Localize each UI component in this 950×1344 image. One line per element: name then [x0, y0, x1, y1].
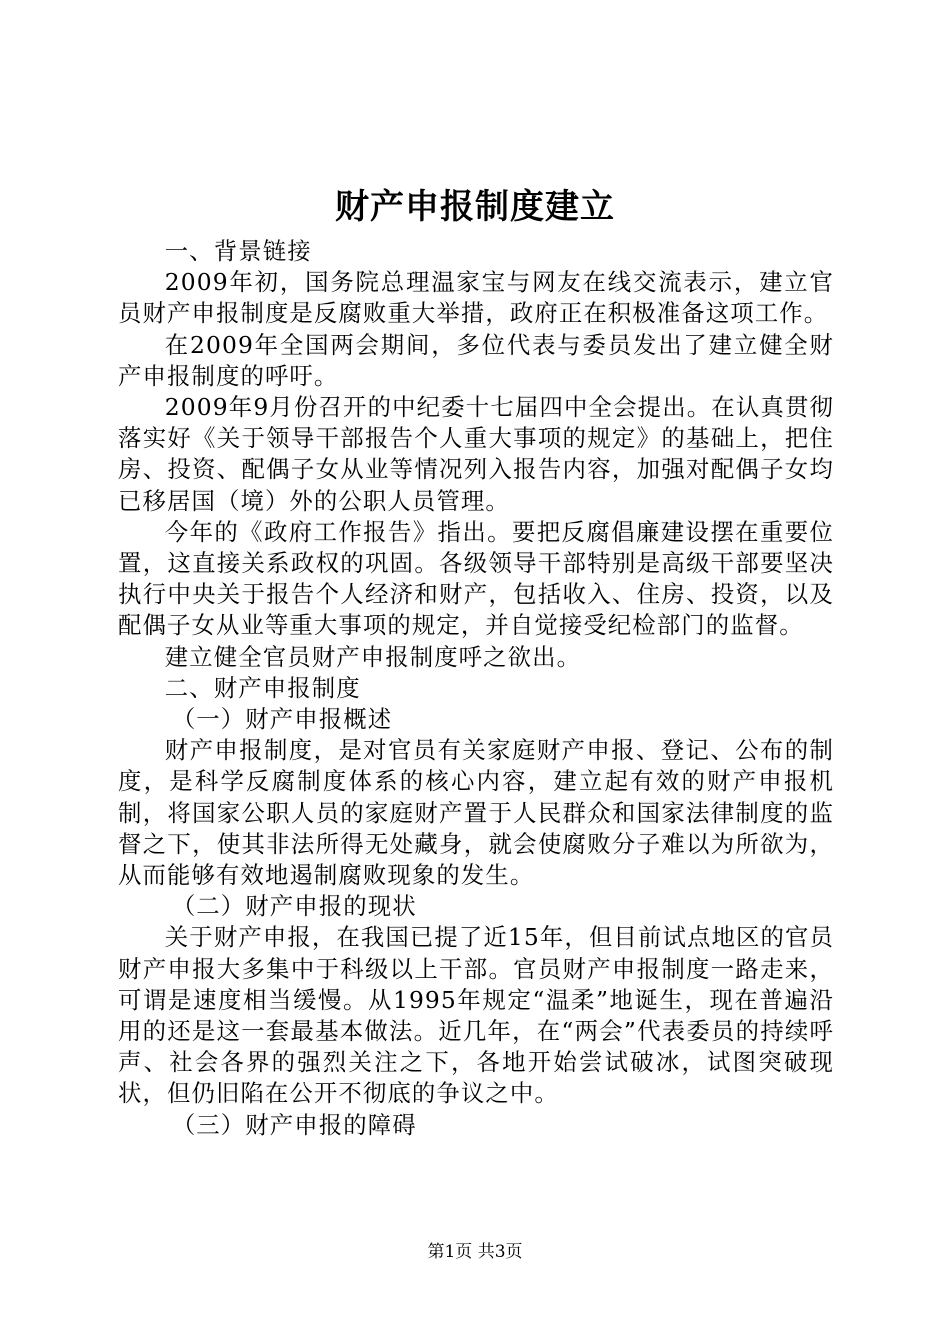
paragraph: 关于财产申报，在我国已提了近15年，但目前试点地区的官员财产申报大多集中于科级以上干部。官员财产申报制度一路走来，可谓是速度相当缓慢。从1995年规定“温柔”地诞生，现在普遍沿用的还是这一套最基本做法。近几年，在“两会”代表委员的持续呼声、社会各界的强烈关注之下，各地开始尝试破冰，试图突破现状，但仍旧陷在公开不彻底的争议之中。 — [118, 923, 834, 1108]
page-footer: 第1页 共3页 — [427, 1242, 523, 1262]
paragraph: 2009年9月份召开的中纪委十七届四中全会提出。在认真贯彻落实好《关于领导干部报告个人重大事项的规定》的基础上，把住房、投资、配偶子女从业等情况列入报告内容，加强对配偶子女均已移居国（境）外的公职人员管理。 — [118, 393, 834, 515]
document-body — [118, 236, 834, 1141]
section-heading: 二、财产申报制度 — [164, 673, 361, 702]
subsection-heading: （三）财产申报的障碍 — [171, 1110, 417, 1139]
section-heading: 一、背景链接 — [164, 237, 312, 265]
paragraph: 2009年初，国务院总理温家宝与网友在线交流表示，建立官员财产申报制度是反腐败重大举措，政府正在积极准备这项工作。 — [118, 268, 834, 328]
paragraph: 在2009年全国两会期间，多位代表与委员发出了建立健全财产申报制度的呼吁。 — [118, 330, 834, 390]
paragraph: 建立健全官员财产申报制度呼之欲出。 — [164, 642, 582, 671]
subsection-heading: （二）财产申报的现状 — [171, 892, 417, 921]
subsection-heading: （一）财产申报概述 — [171, 705, 393, 734]
paragraph: 财产申报制度，是对官员有关家庭财产申报、登记、公布的制度，是科学反腐制度体系的核心内容，建立起有效的财产申报机制，将国家公职人员的家庭财产置于人民群众和国家法律制度的监督之下，使其非法所得无处藏身，就会使腐败分子难以为所欲为，从而能够有效地遏制腐败现象的发生。 — [118, 736, 834, 890]
paragraph: 今年的《政府工作报告》指出。要把反腐倡廉建设摆在重要位置，这直接关系政权的巩固。各级领导干部特别是高级干部要坚决执行中央关于报告个人经济和财产，包括收入、住房、投资，以及配偶子女从业等重大事项的规定，并自觉接受纪检部门的监督。 — [118, 517, 834, 640]
document-title: 财产申报制度建立 — [335, 187, 615, 227]
